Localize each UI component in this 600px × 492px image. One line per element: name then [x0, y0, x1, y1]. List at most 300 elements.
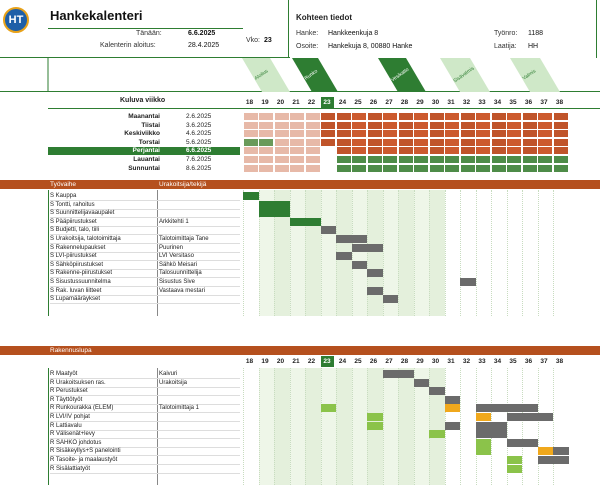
week-number-24: 24 [338, 99, 347, 106]
week-value: 23 [264, 37, 272, 44]
day-cell [523, 165, 537, 172]
gantt-bar[interactable] [445, 422, 461, 430]
day-cell [383, 139, 397, 146]
day-cell [492, 130, 506, 137]
week-number-31: 31 [447, 99, 455, 106]
week-number-25: 25 [354, 358, 362, 365]
gantt-bar[interactable] [445, 396, 461, 404]
week-number-25: 25 [354, 99, 362, 106]
week-column [352, 368, 368, 485]
day-cell [383, 147, 397, 154]
day-cell [461, 165, 475, 172]
week-column [243, 190, 259, 316]
osoite-label: Osoite: [296, 43, 319, 50]
week-number-35: 35 [509, 358, 517, 365]
week-number-29: 29 [416, 99, 424, 106]
tyonro-value: 1188 [528, 30, 544, 37]
day-date: 4.6.2025 [186, 130, 212, 138]
day-date: 5.6.2025 [186, 138, 212, 146]
task-contractor[interactable]: LVI Versitaso [159, 253, 194, 260]
task-name[interactable]: S Rakennelupaukset [50, 244, 106, 251]
week-number-33: 33 [478, 99, 486, 106]
day-cell [275, 113, 289, 120]
osoite-value: Hankekuja 8, 00880 Hanke [328, 43, 413, 50]
day-cell [476, 156, 490, 163]
day-cell [275, 139, 289, 146]
week-number-22: 22 [307, 358, 316, 365]
task-contractor[interactable]: Kaivuri [159, 371, 178, 377]
task-name[interactable]: R Tasoite- ja maalaustyöt [50, 457, 118, 463]
day-date: 2.6.2025 [186, 113, 212, 120]
day-cell [445, 139, 459, 146]
week-number-26: 26 [369, 99, 378, 106]
day-cell [538, 147, 552, 154]
task-name[interactable]: R Täyttötyöt [50, 396, 83, 403]
day-cell [554, 130, 568, 137]
week-column [491, 190, 507, 316]
task-name[interactable]: S Sähköpiirustukset [50, 261, 104, 268]
day-cell [476, 165, 490, 172]
gantt-bar[interactable] [476, 404, 538, 412]
day-cell [352, 113, 366, 120]
day-cell [414, 113, 428, 120]
task-name[interactable]: R LVI/IV pohjat [50, 414, 90, 420]
day-cell [430, 122, 444, 129]
gantt-bar[interactable] [476, 430, 507, 438]
day-cell [430, 147, 444, 154]
gantt-bar[interactable] [538, 456, 569, 464]
day-cell [275, 156, 289, 163]
gantt-bar[interactable] [367, 422, 383, 430]
task-name[interactable]: R Runkourakka (ELEM) [50, 405, 114, 412]
day-cell [554, 165, 568, 172]
day-cell [414, 130, 428, 137]
day-cell [337, 139, 351, 146]
hanke-value: Hankkeenkuja 8 [328, 30, 379, 37]
task-name[interactable]: S Budjetti, talo, tiili [50, 227, 100, 234]
day-cell [430, 130, 444, 137]
week-column [522, 190, 538, 316]
day-cell [507, 122, 521, 129]
day-cell [445, 147, 459, 154]
week-number-27: 27 [385, 358, 393, 365]
day-cell [368, 122, 382, 129]
task-name[interactable]: R Sisäkeyllys+S panelointi [50, 448, 121, 455]
task-name[interactable]: S Lupamääräykset [50, 296, 101, 303]
day-cell [275, 130, 289, 137]
header-divider [48, 28, 243, 29]
gantt-bar[interactable] [259, 209, 290, 217]
day-cell [538, 122, 552, 129]
week-number-36: 36 [524, 99, 533, 106]
gantt-bar[interactable] [352, 244, 383, 252]
today-value: 6.6.2025 [188, 30, 216, 37]
day-cell [523, 122, 537, 129]
current-week-label: Kuluva viikko [120, 97, 166, 104]
week-column [321, 190, 337, 316]
day-cell [259, 113, 273, 120]
day-cell [337, 156, 351, 163]
week-number-31: 31 [447, 358, 455, 365]
week-number-23: 23 [321, 356, 334, 367]
day-cell [523, 156, 537, 163]
week-column [522, 368, 538, 485]
week-number-32: 32 [462, 99, 471, 106]
ht-logo: HT [3, 7, 29, 33]
day-cell [321, 130, 335, 137]
day-cell [383, 113, 397, 120]
day-name: Maanantai [128, 113, 160, 120]
day-cell [461, 156, 475, 163]
week-column [414, 190, 430, 316]
task-column-border [48, 368, 49, 485]
task-name[interactable]: S Pääpiirustukset [50, 218, 97, 225]
gantt-bar[interactable] [476, 439, 492, 447]
task-name[interactable]: S Urakoitsija, talotoimittaja [50, 236, 121, 242]
phase-label-2: Runko [303, 68, 319, 82]
week-column [553, 368, 569, 485]
day-cell [399, 156, 413, 163]
day-cell [523, 147, 537, 154]
week-column [290, 368, 306, 485]
week-number-20: 20 [276, 358, 285, 365]
day-cell [507, 165, 521, 172]
day-cell [290, 139, 304, 146]
day-cell [554, 139, 568, 146]
day-cell [259, 122, 273, 129]
task-contractor[interactable]: Sisustus Sive [159, 279, 196, 285]
day-date: 3.6.2025 [186, 121, 212, 129]
day-cell [259, 156, 273, 163]
gantt-bar[interactable] [243, 192, 259, 200]
task-contractor[interactable]: Arkkitehti 1 [159, 218, 189, 225]
day-cell [399, 139, 413, 146]
day-cell [383, 165, 397, 172]
week-number-38: 38 [555, 358, 564, 365]
day-cell [383, 122, 397, 129]
task-name[interactable]: S LVI-piirustukset [50, 253, 97, 260]
contractor-column-border [157, 368, 158, 485]
header-separator [288, 0, 289, 58]
day-cell [399, 165, 413, 172]
task-name[interactable]: R Sisälattiatyöt [50, 465, 91, 472]
week-number-38: 38 [555, 99, 564, 106]
day-cell [290, 165, 304, 172]
day-cell [445, 165, 459, 172]
task-contractor[interactable]: Sähkö Meisari [159, 261, 198, 268]
day-cell [554, 122, 568, 129]
task-name[interactable]: S Rakenne-piirustukset [50, 270, 113, 277]
gantt-bar[interactable] [336, 252, 352, 260]
phase-band [0, 58, 600, 92]
day-cell [352, 147, 366, 154]
gantt-bar[interactable] [476, 413, 492, 421]
section-col-contractor: Urakoitsija/tekijä [159, 181, 207, 188]
gantt-bar[interactable] [507, 413, 554, 421]
week-number-29: 29 [416, 358, 424, 365]
day-cell [445, 122, 459, 129]
week-column [321, 368, 337, 485]
day-cell [306, 113, 320, 120]
week-number-35: 35 [509, 99, 517, 106]
day-cell [337, 165, 351, 172]
week-number-19: 19 [261, 99, 269, 106]
day-name: Sunnuntai [128, 164, 160, 172]
day-cell [461, 113, 475, 120]
week-column [476, 190, 492, 316]
day-cell [476, 122, 490, 129]
day-cell [321, 113, 335, 120]
day-cell [507, 130, 521, 137]
day-cell [538, 139, 552, 146]
task-name[interactable]: R Välisenät+levy [50, 431, 95, 438]
section-title-rakennuslupa: Rakennuslupa [50, 347, 92, 354]
task-contractor[interactable]: Talotoimittaja 1 [159, 405, 200, 412]
day-cell [290, 156, 304, 163]
row-line [50, 473, 240, 474]
day-cell [554, 147, 568, 154]
day-date: 6.6.2025 [186, 147, 212, 155]
app-title: Hankekalenteri [50, 8, 143, 23]
task-name[interactable]: R Maatyöt [50, 371, 78, 377]
week-number-18: 18 [245, 99, 254, 106]
week-number-26: 26 [369, 358, 378, 365]
day-cell [244, 113, 258, 120]
task-name[interactable]: S Tontti, rahoitus [50, 201, 95, 208]
week-number-34: 34 [493, 99, 502, 106]
day-cell [306, 147, 320, 154]
task-name[interactable]: R Perustukset [50, 388, 88, 395]
task-name[interactable]: S Rak. luvan liitteet [50, 287, 102, 294]
gantt-bar[interactable] [414, 379, 430, 387]
gantt-bar[interactable] [367, 287, 383, 295]
gantt-bar[interactable] [538, 447, 554, 455]
week-number-21: 21 [292, 99, 300, 106]
week-column [460, 190, 476, 316]
row-line [50, 303, 240, 304]
day-cell [523, 113, 537, 120]
week-number-23: 23 [321, 97, 334, 108]
section-bar-rakennuslupa [0, 346, 600, 355]
day-cell [461, 147, 475, 154]
laatija-label: Laatija: [494, 43, 517, 50]
week-number-24: 24 [338, 358, 347, 365]
gantt-bar[interactable] [507, 439, 538, 447]
day-cell [290, 130, 304, 137]
task-contractor[interactable]: Talotoimittaja Tane [159, 236, 209, 242]
week-number-27: 27 [385, 99, 393, 106]
week-number-28: 28 [400, 99, 409, 106]
task-name[interactable]: S Kauppa [50, 193, 77, 199]
day-cell [259, 130, 273, 137]
phase-label-4: Sisävalmis [452, 65, 476, 85]
week-number-34: 34 [493, 358, 502, 365]
section-title-tyovaihe: Työvaihe [50, 181, 77, 188]
day-cell [275, 122, 289, 129]
day-name: Lauantai [133, 156, 160, 163]
phase-shape-5 [510, 58, 560, 92]
day-cell [414, 147, 428, 154]
day-cell [492, 139, 506, 146]
hanke-label: Hanke: [296, 30, 319, 37]
task-name[interactable]: R Urakoitsuksen ras. [50, 379, 106, 386]
day-cell [290, 122, 304, 129]
task-contractor[interactable]: Urakoitsija [159, 379, 188, 386]
day-cell [244, 139, 258, 146]
gantt-bar[interactable] [367, 269, 383, 277]
gantt-bar[interactable] [507, 465, 523, 473]
week-number-21: 21 [292, 358, 300, 365]
day-cell [244, 130, 258, 137]
gantt-bar[interactable] [259, 201, 290, 209]
day-cell [507, 147, 521, 154]
week-number-22: 22 [307, 99, 316, 106]
day-cell [337, 147, 351, 154]
day-cell [275, 165, 289, 172]
day-cell [290, 147, 304, 154]
day-cell [399, 130, 413, 137]
day-cell [430, 156, 444, 163]
task-contractor[interactable]: Talosuunnittelija [159, 270, 202, 277]
week-number-20: 20 [276, 99, 285, 106]
day-cell [259, 139, 273, 146]
day-cell [352, 122, 366, 129]
day-cell [383, 156, 397, 163]
day-cell [368, 165, 382, 172]
day-cell [321, 147, 335, 154]
day-name: Torstai [138, 138, 160, 146]
gantt-bar[interactable] [367, 413, 383, 421]
day-cell [507, 113, 521, 120]
gantt-bar[interactable] [553, 447, 569, 455]
day-cell [414, 122, 428, 129]
day-cell [259, 147, 273, 154]
week-column [445, 190, 461, 316]
day-cell [337, 113, 351, 120]
day-date: 8.6.2025 [186, 164, 212, 172]
gantt-bar[interactable] [476, 447, 492, 455]
task-contractor[interactable]: Puurinen [159, 244, 184, 251]
gantt-bar[interactable] [321, 404, 337, 412]
day-cell [523, 130, 537, 137]
task-name[interactable]: S Sisustussuunnitelma [50, 279, 111, 285]
day-cell [399, 122, 413, 129]
day-date: 7.6.2025 [186, 156, 212, 163]
day-name: Tiistai [141, 121, 160, 129]
day-cell [306, 130, 320, 137]
day-cell [538, 156, 552, 163]
gantt-bar[interactable] [445, 404, 461, 412]
gantt-bar[interactable] [336, 235, 367, 243]
today-label: Tänään: [136, 30, 162, 37]
day-cell [399, 147, 413, 154]
week-column [538, 190, 554, 316]
week-column [274, 368, 290, 485]
day-cell [259, 165, 273, 172]
day-cell [306, 165, 320, 172]
day-cell [492, 147, 506, 154]
day-cell [306, 139, 320, 146]
gantt-bar[interactable] [429, 430, 445, 438]
day-cell [538, 165, 552, 172]
day-cell [554, 156, 568, 163]
week-number-37: 37 [540, 99, 548, 106]
gantt-bar[interactable] [460, 278, 476, 286]
gantt-bar[interactable] [429, 387, 445, 395]
gantt-bar[interactable] [352, 261, 368, 269]
day-cell [321, 139, 335, 146]
project-title: Kohteen tiedot [296, 13, 352, 22]
day-cell [414, 156, 428, 163]
gantt-bar[interactable] [290, 218, 321, 226]
gantt-bar[interactable] [321, 226, 337, 234]
start-label: Kalenterin aloitus: [100, 42, 156, 49]
gantt-bar[interactable] [476, 422, 507, 430]
section-bar-tyovaihe [0, 180, 600, 189]
day-cell [352, 139, 366, 146]
header-panel [0, 0, 290, 58]
week-column [553, 190, 569, 316]
week-number-33: 33 [478, 358, 486, 365]
task-name[interactable]: R Lattiavalu [50, 422, 82, 429]
week-column [538, 368, 554, 485]
phase-shapes [0, 58, 600, 92]
gantt-bar[interactable] [507, 456, 523, 464]
task-name[interactable]: S Suunnittelijavaaupalet [50, 210, 115, 217]
day-cell [461, 122, 475, 129]
day-name: Keskiviikko [124, 130, 160, 138]
day-cell [461, 130, 475, 137]
gantt-bar[interactable] [383, 295, 399, 303]
week-column [429, 190, 445, 316]
day-cell [368, 130, 382, 137]
week-column [507, 190, 523, 316]
week-column [367, 190, 383, 316]
week-label: Vko: [246, 37, 261, 44]
week-number-37: 37 [540, 358, 548, 365]
day-cell [337, 130, 351, 137]
day-cell [368, 113, 382, 120]
week-column [352, 190, 368, 316]
day-cell [492, 165, 506, 172]
day-cell [399, 113, 413, 120]
day-cell [445, 130, 459, 137]
day-name: Perjantai [132, 147, 160, 155]
week-column [243, 368, 259, 485]
day-cell [507, 156, 521, 163]
day-cell [414, 165, 428, 172]
week-number-18: 18 [245, 358, 254, 365]
day-cell [476, 147, 490, 154]
task-name[interactable]: R SÄHKÖ johdotus [50, 439, 102, 446]
day-cell [538, 113, 552, 120]
day-cell [368, 156, 382, 163]
week-row-line [48, 108, 600, 109]
week-column [259, 368, 275, 485]
day-cell [244, 147, 258, 154]
gantt-bar[interactable] [383, 370, 414, 378]
week-column [290, 190, 306, 316]
day-cell [352, 165, 366, 172]
week-column [460, 368, 476, 485]
week-column [305, 190, 321, 316]
day-cell [244, 165, 258, 172]
task-contractor[interactable]: Vastaava mestari [159, 287, 205, 294]
day-cell [523, 139, 537, 146]
day-cell [352, 156, 366, 163]
day-cell [476, 130, 490, 137]
day-cell [430, 113, 444, 120]
